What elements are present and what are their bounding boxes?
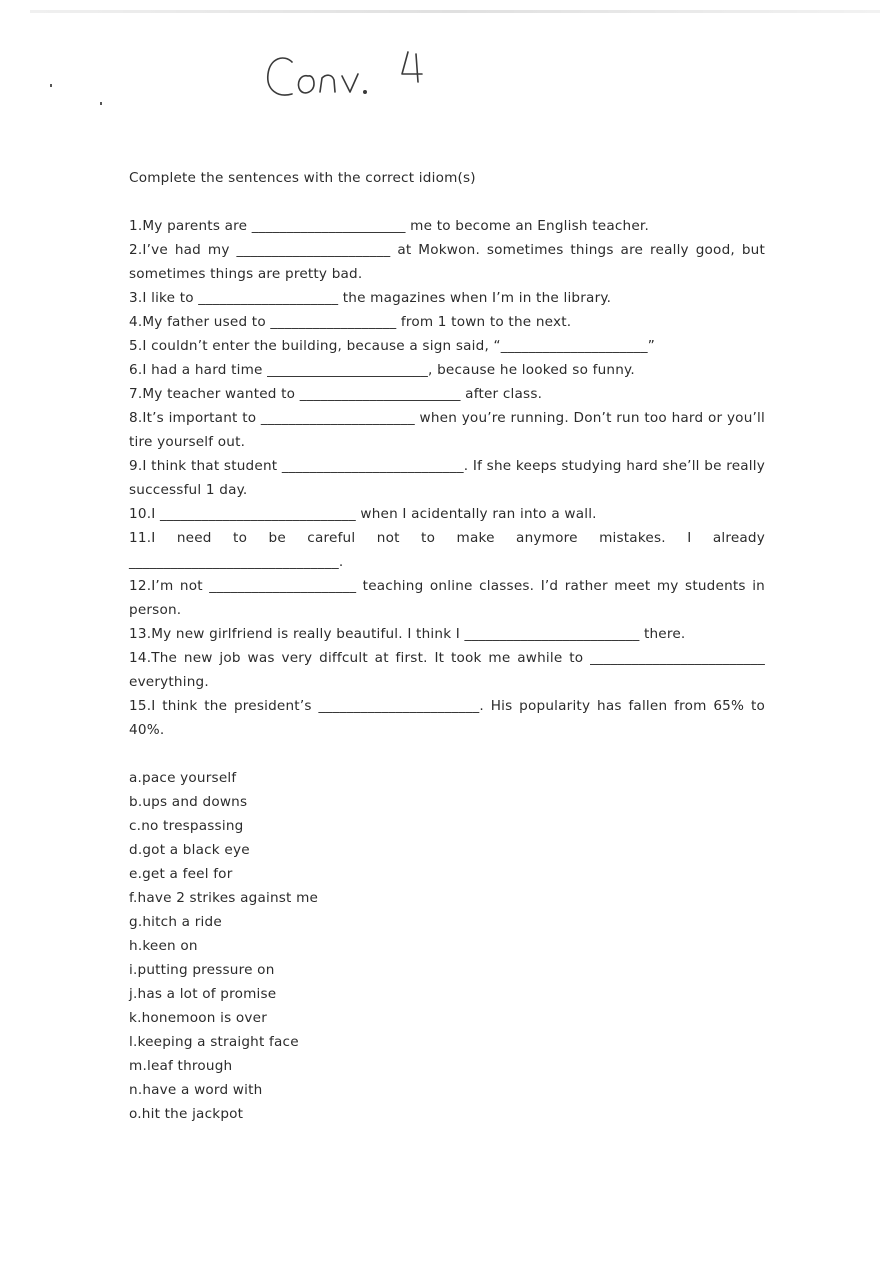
handwritten-title: [262, 40, 437, 110]
spacer: [129, 742, 765, 766]
question-item: 8.It’s important to ______________________ when you’re running. Don’t run too hard or you’ll tire yourself out.: [129, 410, 765, 450]
instruction: Complete the sentences with the correct idiom(s): [129, 170, 476, 186]
question-item: 7.My teacher wanted to _______________________ after class.: [129, 386, 543, 402]
question-item: 3.I like to ____________________ the magazines when I’m in the library.: [129, 290, 612, 306]
option-item: k.honemoon is over: [129, 1010, 268, 1026]
scan-speck: [50, 84, 52, 87]
question-item: 12.I’m not _____________________ teaching online classes. I’d rather meet my students in person.: [129, 578, 765, 618]
option-item: g.hitch a ride: [129, 914, 222, 930]
question-item: 2.I’ve had my ______________________ at Mokwon. sometimes things are really good, but sometimes things are pretty bad.: [129, 242, 765, 282]
option-item: e.get a feel for: [129, 866, 233, 882]
question-item: 5.I couldn’t enter the building, because a sign said, “_____________________”: [129, 338, 655, 354]
option-item: n.have a word with: [129, 1082, 263, 1098]
question-item: 9.I think that student __________________________. If she keeps studying hard she’ll be really successful 1 day.: [129, 458, 765, 498]
answer-options: [129, 766, 765, 1126]
option-item: m.leaf through: [129, 1058, 233, 1074]
question-item: 15.I think the president’s _______________________. His popularity has fallen from 65% to 40%.: [129, 698, 765, 738]
option-item: h.keen on: [129, 938, 198, 954]
option-item: l.keeping a straight face: [129, 1034, 299, 1050]
option-item: f.have 2 strikes against me: [129, 890, 319, 906]
question-item: 14.The new job was very diffcult at first. It took me awhile to _________________________ everything.: [129, 650, 765, 690]
question-item: 13.My new girlfriend is really beautiful. I think I _________________________ there.: [129, 626, 686, 642]
option-item: j.has a lot of promise: [129, 986, 277, 1002]
scan-speck: [100, 102, 102, 105]
option-item: b.ups and downs: [129, 794, 248, 810]
question-item: 11.I need to be careful not to make anymore mistakes. I already ______________________________.: [129, 530, 765, 570]
question-item: 6.I had a hard time _______________________, because he looked so funny.: [129, 362, 635, 378]
option-item: o.hit the jackpot: [129, 1106, 244, 1122]
question-item: 10.I ____________________________ when I acidentally ran into a wall.: [129, 506, 597, 522]
question-item: 1.My parents are ______________________ me to become an English teacher.: [129, 218, 649, 234]
question-list: [129, 214, 765, 742]
scan-edge: [30, 10, 880, 13]
option-item: c.no trespassing: [129, 818, 244, 834]
option-item: d.got a black eye: [129, 842, 250, 858]
worksheet: [129, 166, 765, 1126]
question-item: 4.My father used to __________________ from 1 town to the next.: [129, 314, 572, 330]
option-item: a.pace yourself: [129, 770, 237, 786]
option-item: i.putting pressure on: [129, 962, 275, 978]
